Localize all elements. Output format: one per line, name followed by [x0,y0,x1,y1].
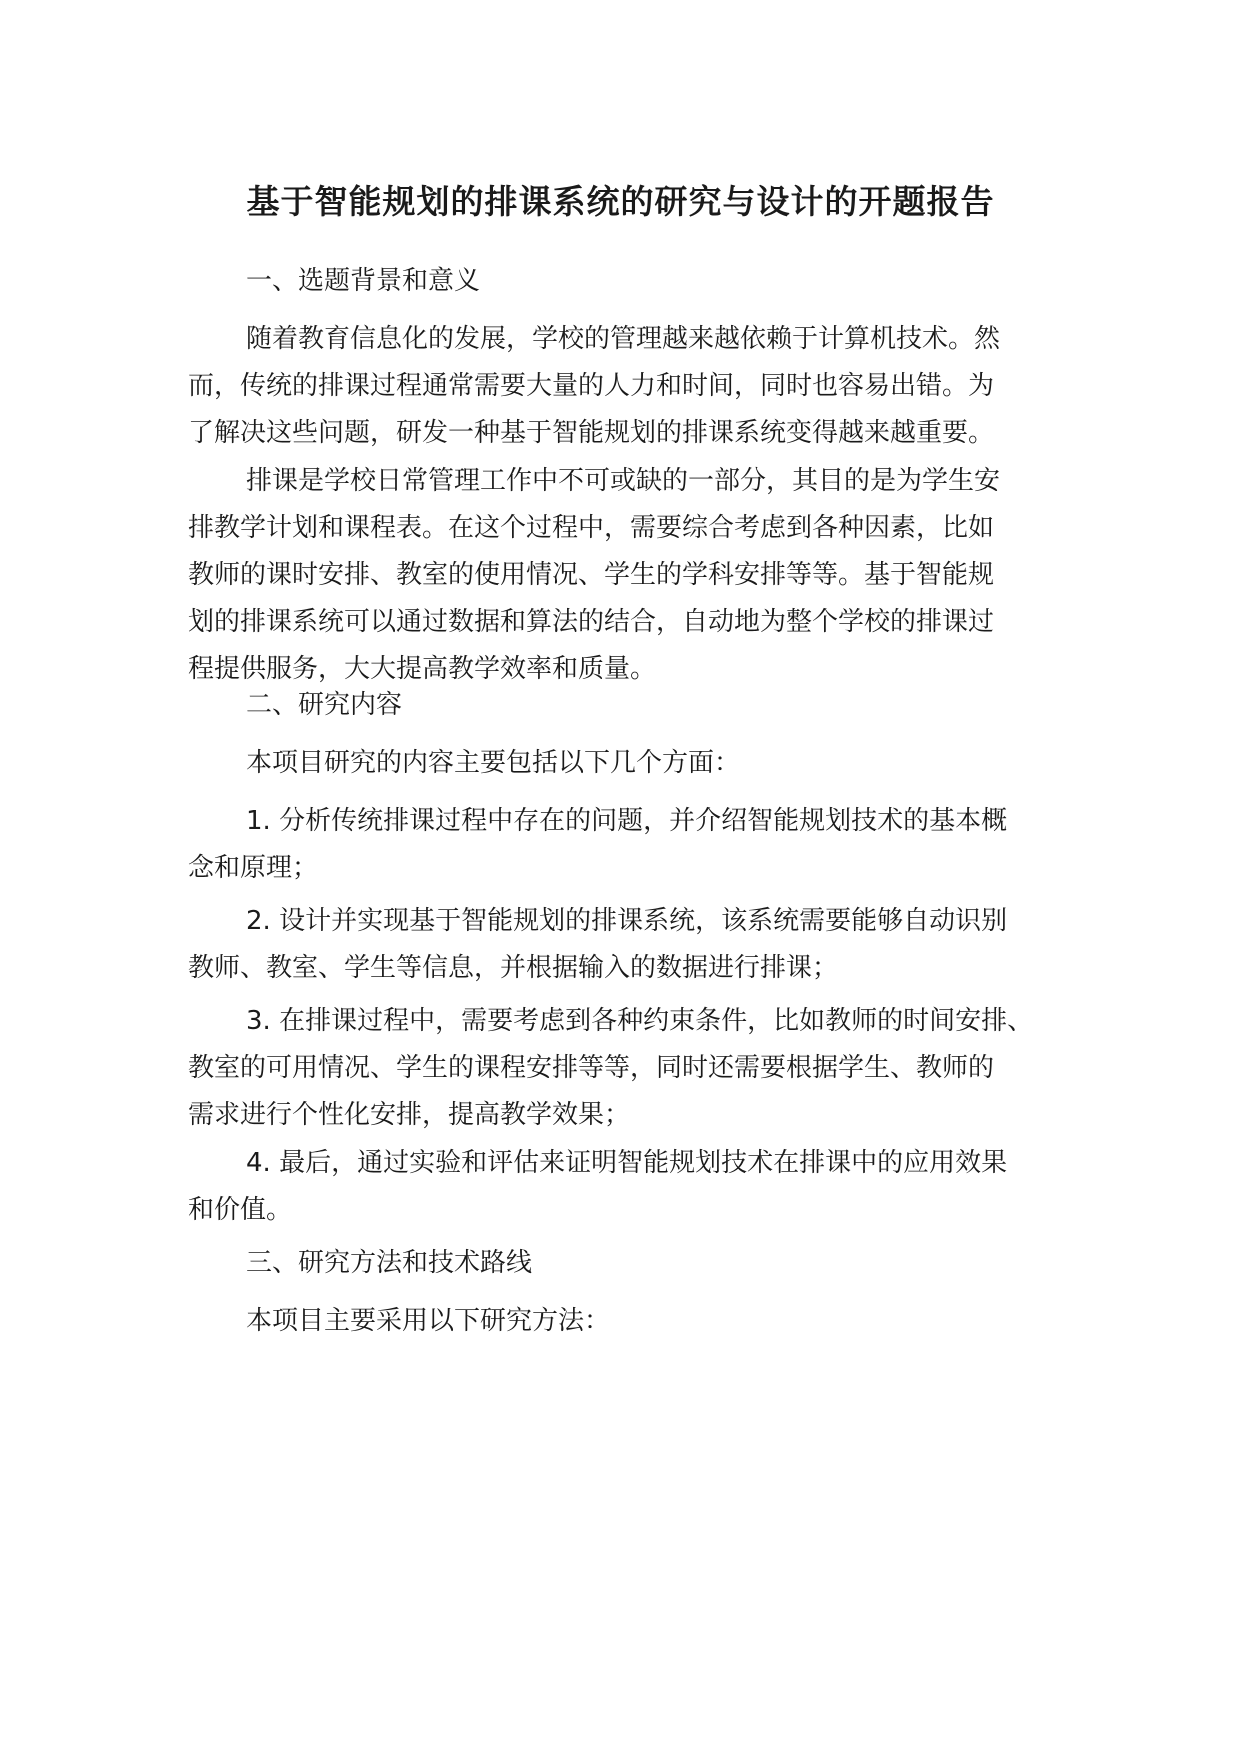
text-line: 一、选题背景和意义 [246,266,481,296]
section-heading-3 [188,1240,1068,1287]
text-line: 需求进行个性化安排，提高教学效果； [188,1100,631,1130]
text-line: 和价值。 [188,1195,293,1225]
list-item-4 [188,1140,1068,1234]
section-heading-1 [188,258,1068,305]
list-item-1 [188,798,1068,892]
text-line: 了解决这些问题，研发一种基于智能规划的排课系统变得越来越重要。 [188,418,995,448]
text-line: 而，传统的排课过程通常需要大量的人力和时间，同时也容易出错。为 [188,371,995,401]
text-line: 二、研究内容 [246,690,403,720]
section-heading-2 [188,682,1068,729]
text-line: 教师、教室、学生等信息，并根据输入的数据进行排课； [188,953,839,983]
text-line: 本项目主要采用以下研究方法： [246,1306,611,1336]
document-title: 基于智能规划的排课系统的研究与设计的开题报告 [246,182,995,221]
list-item-3 [188,998,1068,1139]
paragraph-content-intro [188,740,1068,787]
text-line: 随着教育信息化的发展，学校的管理越来越依赖于计算机技术。然 [246,324,1001,354]
text-line: 4. 最后，通过实验和评估来证明智能规划技术在排课中的应用效果 [246,1148,1008,1178]
paragraph-scheduling [188,458,1068,693]
text-line: 排课是学校日常管理工作中不可或缺的一部分，其目的是为学生安 [246,466,1001,496]
text-line: 教师的课时安排、教室的使用情况、学生的学科安排等等。基于智能规 [188,560,995,590]
paragraph-background [188,316,1068,457]
text-line: 排教学计划和课程表。在这个过程中，需要综合考虑到各种因素，比如 [188,513,995,543]
text-line: 三、研究方法和技术路线 [246,1248,533,1278]
text-line: 程提供服务，大大提高教学效率和质量。 [188,654,657,684]
text-line: 本项目研究的内容主要包括以下几个方面： [246,748,741,778]
paragraph-methods-intro [188,1298,1068,1345]
text-line: 1. 分析传统排课过程中存在的问题，并介绍智能规划技术的基本概 [246,806,1008,836]
text-line: 念和原理； [188,853,319,883]
text-line: 教室的可用情况、学生的课程安排等等，同时还需要根据学生、教师的 [188,1053,995,1083]
list-item-2 [188,898,1068,992]
text-line: 3. 在排课过程中，需要考虑到各种约束条件，比如教师的时间安排、 [246,1006,1034,1036]
text-line: 2. 设计并实现基于智能规划的排课系统，该系统需要能够自动识别 [246,906,1008,936]
text-line: 划的排课系统可以通过数据和算法的结合，自动地为整个学校的排课过 [188,607,995,637]
